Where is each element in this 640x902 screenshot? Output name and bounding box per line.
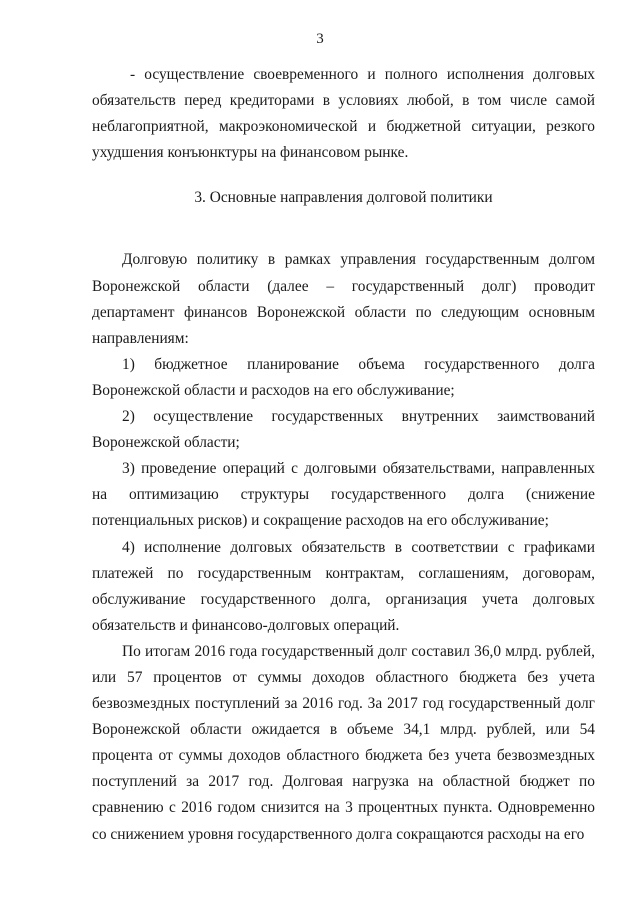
- document-body: [92, 62, 595, 848]
- section-heading: 3. Основные направления долговой политики: [194, 189, 493, 207]
- page-number: 3: [316, 31, 324, 47]
- paragraph-debt-results: По итогам 2016 года государственный долг составил 36,0 млрд. рублей, или 57 процентов от суммы доходов областного бюджета без учета безвозмездных поступлений за 2016 год. За 2017 год государственный долг Воронежской области ожидается в объеме 34,1 млрд. рублей, или 54 процента от суммы доходов областного бюджета без учета безвозмездных поступлений за 2017 год. Долговая нагрузка на областной бюджет по сравнению с 2016 годом снизится на 3 процентных пункта. Одновременно со снижением уровня государственного долга сокращаются расходы на его: [92, 642, 595, 843]
- list-item-3: 3) проведение операций с долговыми обязательствами, направленных на оптимизацию структуры государственного долга (снижение потенциальных рисков) и сокращение расходов на его обслуживание;: [92, 460, 595, 530]
- list-item-2: 2) осуществление государственных внутренних заимствований Воронежской области;: [92, 408, 595, 452]
- list-item-4: 4) исполнение долговых обязательств в соответствии с графиками платежей по государственным контрактам, соглашениям, договорам, обслуживание государственного долга, организация учета долговых обязательств и финансово-долговых операций.: [92, 538, 595, 634]
- list-item-1: 1) бюджетное планирование объема государственного долга Воронежской области и расходов на его обслуживание;: [92, 355, 595, 399]
- paragraph-debt-obligations: - осуществление своевременного и полного исполнения долговых обязательств перед кредиторами в условиях любой, в том числе самой неблагоприятной, макроэкономической и бюджетной ситуации, резкого ухудшения конъюнктуры на финансовом рынке.: [92, 66, 595, 162]
- paragraph-debt-policy-intro: Долговую политику в рамках управления государственным долгом Воронежской области (далее – государственный долг) проводит департамент финансов Воронежской области по следующим основным направлениям:: [92, 251, 595, 347]
